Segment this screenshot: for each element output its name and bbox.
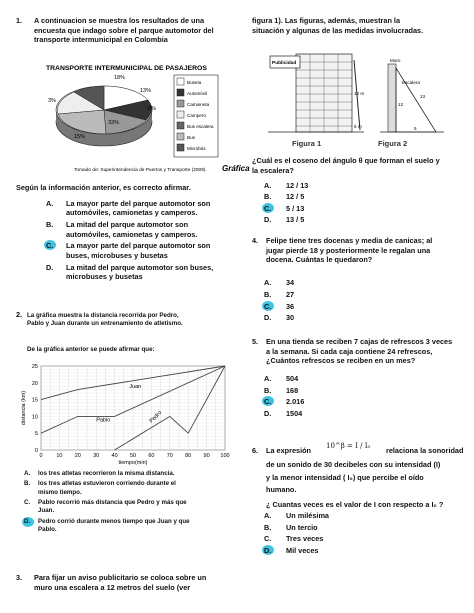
x-tick-label: 40	[111, 453, 118, 459]
option-letter	[264, 534, 271, 543]
base-label: 5	[414, 126, 417, 131]
y-tick-label: 10	[31, 414, 38, 421]
option-letter	[24, 518, 30, 526]
legend-swatch	[177, 144, 184, 151]
option-letter-text: D.	[46, 262, 54, 272]
option-text: 30	[286, 313, 295, 323]
option-letter	[24, 480, 30, 488]
option-text: 36	[286, 301, 295, 311]
x-tick-label: 50	[129, 453, 137, 459]
question-3-question-line: ¿Cuál es el coseno del ángulo θ que forman el suelo y	[252, 156, 440, 165]
y-axis-label: distancia (km)	[21, 390, 27, 426]
question-1-prompt: Según la información anterior, es correcto afirmar.	[16, 183, 191, 192]
question-5-stem-line: ¿Cuántos refrescos se reciben en un mes?	[266, 356, 416, 366]
option-text	[66, 199, 210, 218]
figure-1-label: Figura 1	[292, 139, 322, 148]
option-letter-text: C.	[264, 397, 272, 407]
x-tick-label: 0	[39, 453, 43, 459]
option-letter-text: A.	[46, 199, 54, 208]
pie-chart	[48, 75, 156, 146]
formula: 10^β = I / I₀	[326, 442, 371, 450]
option-text	[66, 220, 197, 239]
x-tick-label: 20	[74, 453, 81, 459]
option-text-line: La mitad del parque automotor son buses,	[66, 262, 214, 272]
pie-source: Tomado de: Superintendencia de Puertos y Transporte (2009).	[74, 168, 207, 173]
option-letter-text: B.	[264, 192, 272, 202]
option-letter	[264, 386, 271, 395]
x-tick-label: 70	[166, 453, 173, 459]
question-3-question-line: la escalera?	[252, 165, 294, 175]
question-6-stem-line: humano.	[266, 485, 297, 494]
option-letter	[264, 302, 271, 311]
series-label: Pedro	[148, 409, 164, 425]
legend-swatch	[177, 122, 184, 129]
option-text	[38, 518, 190, 534]
pie-legend	[174, 75, 218, 157]
option-letter	[264, 290, 271, 299]
option-text	[66, 263, 213, 282]
series-label: Juan	[129, 383, 142, 390]
question-4-stem-line: jugar pierde 18 y posteriormente le regalan una	[266, 245, 431, 255]
sign-text: Publicidad	[272, 61, 297, 66]
option-letter-text: D.	[264, 313, 272, 323]
option-text-line: los tres atletas estuvieron corriendo durante el	[38, 480, 176, 488]
option-letter-text: D.	[264, 545, 272, 555]
pie-chart-title: TRANSPORTE INTERMUNICIPAL DE PASAJEROS	[46, 65, 207, 72]
option-text: Tres veces	[286, 534, 324, 544]
option-text-line: automóviles, camionetas y camperos.	[66, 229, 198, 239]
figure-2-label: Figura 2	[378, 139, 408, 148]
option-text-line: Pablo.	[38, 526, 57, 534]
option-text-line: automóviles, camionetas y camperos.	[66, 208, 198, 218]
option-text-line: La mayor parte del parque automotor son	[66, 241, 211, 251]
option-letter	[264, 215, 271, 224]
question-4-stem-line: docena. Cuántas le quedaron?	[266, 255, 373, 265]
grafica-label: Gráfica	[222, 164, 250, 173]
option-text: 1504	[286, 408, 303, 418]
option-letter	[264, 397, 271, 406]
option-letter-text: D.	[264, 408, 272, 418]
question-5-number: 5.	[252, 337, 259, 346]
fig1-height: 12 m	[354, 91, 365, 96]
option-letter	[264, 409, 271, 418]
legend-label: Bus escalera	[187, 124, 214, 129]
option-letter	[46, 241, 53, 250]
option-text-line: mismo tiempo.	[38, 488, 82, 496]
x-tick-label: 10	[56, 453, 63, 459]
x-tick-label: 90	[203, 453, 210, 459]
question-1-stem-line: encuesta que indago sobre el parque automotor del	[34, 25, 214, 35]
question-6-stem-line: y la menor intensidad ( I₀) que percibe el oído	[266, 473, 424, 482]
option-text: 12 / 13	[286, 181, 309, 190]
question-5-stem-line: a la semana. Si cada caja contiene 24 refrescos,	[266, 346, 433, 356]
question-6-stem-line: de un sonido de 30 decibeles con su intensidad (I)	[266, 460, 441, 469]
option-text: 5 / 13	[286, 203, 305, 213]
option-text-line: los tres atletas recorrieron la misma distancia.	[38, 470, 175, 477]
question-5-stem-line: En una tienda se reciben 7 cajas de refrescos 3 veces	[266, 337, 453, 346]
option-letter	[264, 278, 271, 287]
option-letter	[46, 199, 53, 208]
option-letter	[24, 470, 30, 478]
option-text-line: buses, microbuses y busetas	[66, 250, 168, 260]
question-3-question	[252, 156, 466, 175]
ladder-figures	[268, 50, 466, 150]
y-tick-label: 5	[34, 431, 38, 438]
option-text: Mil veces	[286, 545, 319, 555]
option-letter	[264, 181, 271, 190]
y-tick-label: 0	[34, 448, 38, 454]
question-1-stem-line: transporte intermunicipal en Colombia	[34, 35, 168, 45]
option-letter	[264, 192, 271, 201]
option-text-line: La mitad del parque automotor son	[66, 220, 189, 230]
option-text: 13 / 5	[286, 215, 305, 225]
fig1-base: 5 m	[354, 124, 362, 129]
option-letter	[264, 546, 271, 555]
option-letter	[264, 523, 271, 532]
wall-block	[388, 64, 396, 132]
legend-swatch	[177, 100, 184, 107]
option-text: 34	[286, 278, 295, 287]
question-6-stem-a: La expresión	[266, 446, 312, 455]
option-text: 12 / 5	[286, 192, 305, 202]
option-letter	[46, 263, 53, 272]
option-letter-text: B.	[46, 220, 54, 230]
option-letter-text: C.	[24, 499, 31, 507]
option-text-line: Juan.	[38, 507, 55, 515]
option-letter-text: C.	[264, 203, 272, 213]
option-text	[38, 480, 176, 496]
option-letter-text: C.	[264, 534, 272, 544]
question-1-number: 1.	[16, 16, 23, 25]
triangle	[396, 68, 436, 132]
option-letter-text: A.	[264, 374, 272, 383]
option-text	[38, 499, 187, 515]
option-letter	[24, 499, 30, 507]
option-text: Un milésima	[286, 511, 329, 520]
question-3-stem-line: Para fijar un aviso publicitario se coloca sobre un	[34, 573, 207, 582]
legend-swatch	[177, 89, 184, 96]
question-3-number: 3.	[16, 573, 23, 582]
question-6-stem-b: relaciona la sonoridad	[386, 446, 464, 455]
hypotenuse-label: 13	[420, 94, 426, 99]
series-label: Pablo	[96, 417, 111, 424]
option-text: 2.016	[286, 397, 305, 407]
legend-swatch	[177, 78, 184, 85]
option-letter	[264, 204, 271, 213]
question-3-stem-line: situación y algunas de las medidas involucradas.	[252, 25, 424, 35]
option-letter-text: A.	[264, 511, 272, 520]
option-text	[38, 470, 175, 478]
option-text	[66, 241, 210, 260]
legend-label: Buseta	[187, 80, 202, 85]
option-letter	[264, 511, 271, 520]
question-3-stem-line: muro una escalera a 12 metros del suelo (ver	[34, 582, 191, 592]
legend-label: Automóvil	[187, 91, 208, 96]
wall-label: Muro	[390, 58, 401, 63]
question-4-number: 4.	[252, 236, 259, 245]
option-letter-text: C.	[264, 301, 272, 311]
option-letter-text: A.	[264, 181, 272, 190]
option-letter-text: D.	[264, 215, 272, 225]
option-letter	[46, 220, 53, 229]
pie-chart-figure	[44, 62, 254, 177]
option-letter-text: A.	[264, 278, 272, 287]
option-text: 27	[286, 289, 295, 299]
pie-label: 3%	[48, 98, 56, 104]
legend-label: Microbús	[187, 146, 206, 151]
question-6-number: 6.	[252, 446, 259, 455]
option-letter-text: B.	[264, 522, 272, 532]
option-text: Un tercio	[286, 522, 318, 532]
pie-label: 33%	[108, 120, 120, 126]
question-4-stem-line: Felipe tiene tres docenas y media de canicas; al	[266, 236, 433, 245]
legend-label: Camioneta	[187, 102, 210, 107]
question-2-stem-line: La gráfica muestra la distancia recorrida por Pedro,	[27, 312, 179, 319]
question-3-continued	[252, 16, 466, 35]
legend-label: Campero	[187, 113, 206, 118]
ladder-label: Escalera	[402, 80, 420, 85]
x-axis-label: tiempo(min)	[118, 460, 148, 466]
option-text: 504	[286, 374, 299, 383]
figure-2	[378, 58, 444, 148]
question-2-prompt: De la gráfica anterior se puede afirmar que:	[27, 346, 155, 353]
question-1-stem-line: A continuacion se muestra los resultados de una	[34, 16, 205, 25]
pie-label: 18%	[114, 75, 126, 81]
x-tick-label: 80	[185, 453, 192, 459]
question-2-number: 2.	[16, 310, 23, 319]
option-text-line: Pedro corrió durante menos tiempo que Juan y que	[38, 518, 190, 525]
option-letter-text: B.	[264, 385, 272, 395]
option-letter-text: A.	[24, 470, 31, 477]
distance-line-chart	[19, 360, 233, 468]
question-2-stem-line: Pablo y Juan durante un entrenamiento de atletismo.	[27, 320, 183, 328]
pie-label: 15%	[74, 134, 86, 140]
option-letter-text: B.	[264, 289, 272, 299]
pie-label: 13%	[140, 88, 152, 94]
option-text-line: La mayor parte del parque automotor son	[66, 199, 211, 208]
x-tick-label: 30	[93, 453, 100, 459]
figure-1	[268, 54, 364, 148]
option-letter-text: B.	[24, 480, 31, 488]
question-3-stem-line: figura 1). Las figuras, además, muestran la	[252, 16, 401, 25]
option-letter-text: D.	[24, 518, 31, 525]
option-text: 168	[286, 385, 299, 395]
option-letter-text: C.	[46, 241, 54, 251]
option-text-line: microbuses y busetas	[66, 272, 143, 281]
legend-label: Bus	[187, 135, 195, 140]
legend-swatch	[177, 133, 184, 140]
height-label: 12	[398, 102, 404, 107]
option-letter	[264, 374, 271, 383]
x-tick-label: 60	[148, 453, 155, 459]
legend-swatch	[177, 111, 184, 118]
y-tick-label: 15	[31, 397, 38, 404]
y-tick-label: 25	[31, 364, 38, 370]
option-text-line: Pablo recorrió más distancia que Pedro y más que	[38, 499, 187, 507]
x-tick-label: 100	[220, 453, 230, 459]
pie-label: 8%	[148, 106, 156, 112]
option-letter	[264, 313, 271, 322]
y-tick-label: 20	[31, 380, 38, 387]
question-6-question: ¿ Cuantas veces es el valor de I con respecto a I₀ ?	[266, 500, 444, 509]
